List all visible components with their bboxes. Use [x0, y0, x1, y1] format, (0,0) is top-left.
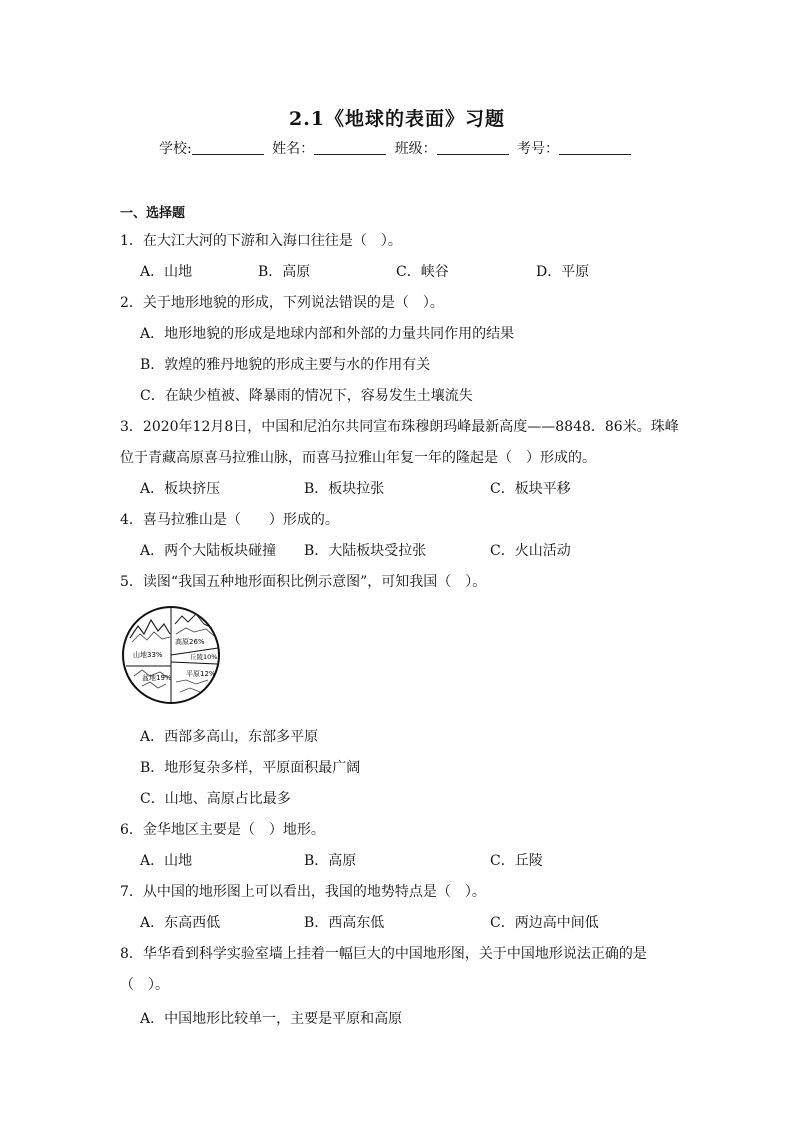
q5-option-c: C．山地、高原占比最多 [140, 791, 291, 807]
label-plain: 平原12% [186, 670, 216, 678]
q1-option-a: A．山地 [140, 264, 193, 280]
school-blank[interactable] [192, 140, 264, 155]
q5-option-b: B．地形复杂多样，平原面积最广阔 [140, 760, 361, 776]
question-8-stem: 8．华华看到科学实验室墙上挂着一幅巨大的中国地形图，关于中国地形说法正确的是 [120, 946, 647, 962]
q3-option-a: A．板块挤压 [140, 481, 221, 497]
label-hill: 丘陵10% [190, 653, 218, 661]
page-title: 2.1《地球的表面》习题 [288, 108, 506, 130]
number-blank[interactable] [559, 140, 631, 155]
question-4-stem: 4．喜马拉雅山是（ ）形成的。 [120, 512, 339, 528]
school-label: 学校: [158, 141, 192, 157]
name-label: 姓名： [272, 141, 315, 157]
q1-option-d: D．平原 [536, 264, 590, 280]
q3-option-c: C．板块平移 [490, 481, 571, 497]
name-blank[interactable] [314, 140, 386, 155]
question-3-stem: 3．2020年12月8日，中国和尼泊尔共同宣布珠穆朗玛峰最新高度——8848．86米。珠峰 [120, 419, 679, 435]
q7-option-b: B．西高东低 [304, 915, 385, 931]
section-heading: 一、选择题 [120, 206, 186, 221]
terrain-pie-figure [120, 604, 222, 706]
class-label: 班级： [394, 141, 437, 157]
q6-option-b: B．高原 [304, 853, 357, 869]
q1-option-b: B．高原 [258, 264, 311, 280]
question-8-stem-cont: （ ）。 [120, 977, 169, 993]
student-info-line [0, 138, 794, 158]
q7-option-a: A．东高西低 [140, 915, 221, 931]
q4-option-b: B．大陆板块受拉张 [304, 543, 427, 559]
q4-option-c: C．火山活动 [490, 543, 571, 559]
question-7-stem: 7．从中国的地形图上可以看出，我国的地势特点是（ ）。 [120, 884, 486, 900]
q7-option-c: C．两边高中间低 [490, 915, 599, 931]
q2-option-a: A．地形地貌的形成是地球内部和外部的力量共同作用的结果 [140, 326, 515, 342]
number-label: 考号： [517, 141, 560, 157]
q1-option-c: C．峡谷 [396, 264, 449, 280]
q2-option-b: B．敦煌的雅丹地貌的形成主要与水的作用有关 [140, 357, 431, 373]
label-plateau: 高原26% [175, 638, 205, 646]
q6-option-a: A．山地 [140, 853, 193, 869]
class-blank[interactable] [437, 140, 509, 155]
question-1-stem: 1．在大江大河的下游和入海口往往是（ ）。 [120, 233, 402, 249]
question-2-stem: 2．关于地形地貌的形成，下列说法错误的是（ ）。 [120, 295, 444, 311]
question-3-stem-cont: 位于青藏高原喜马拉雅山脉，而喜马拉雅山年复一年的隆起是（ ）形成的。 [120, 450, 596, 466]
q2-option-c: C．在缺少植被、降暴雨的情况下，容易发生土壤流失 [140, 388, 473, 404]
label-mountain: 山地33% [133, 651, 163, 659]
label-basin: 盆地19% [142, 674, 172, 682]
q8-option-a: A．中国地形比较单一，主要是平原和高原 [140, 1011, 403, 1027]
question-5-stem: 5．读图“我国五种地形面积比例示意图”，可知我国（ ）。 [120, 574, 487, 590]
q3-option-b: B．板块拉张 [304, 481, 385, 497]
q5-option-a: A．西部多高山，东部多平原 [140, 729, 319, 745]
q6-option-c: C．丘陵 [490, 853, 543, 869]
question-6-stem: 6．金华地区主要是（ ）地形。 [120, 822, 325, 838]
q4-option-a: A．两个大陆板块碰撞 [140, 543, 277, 559]
